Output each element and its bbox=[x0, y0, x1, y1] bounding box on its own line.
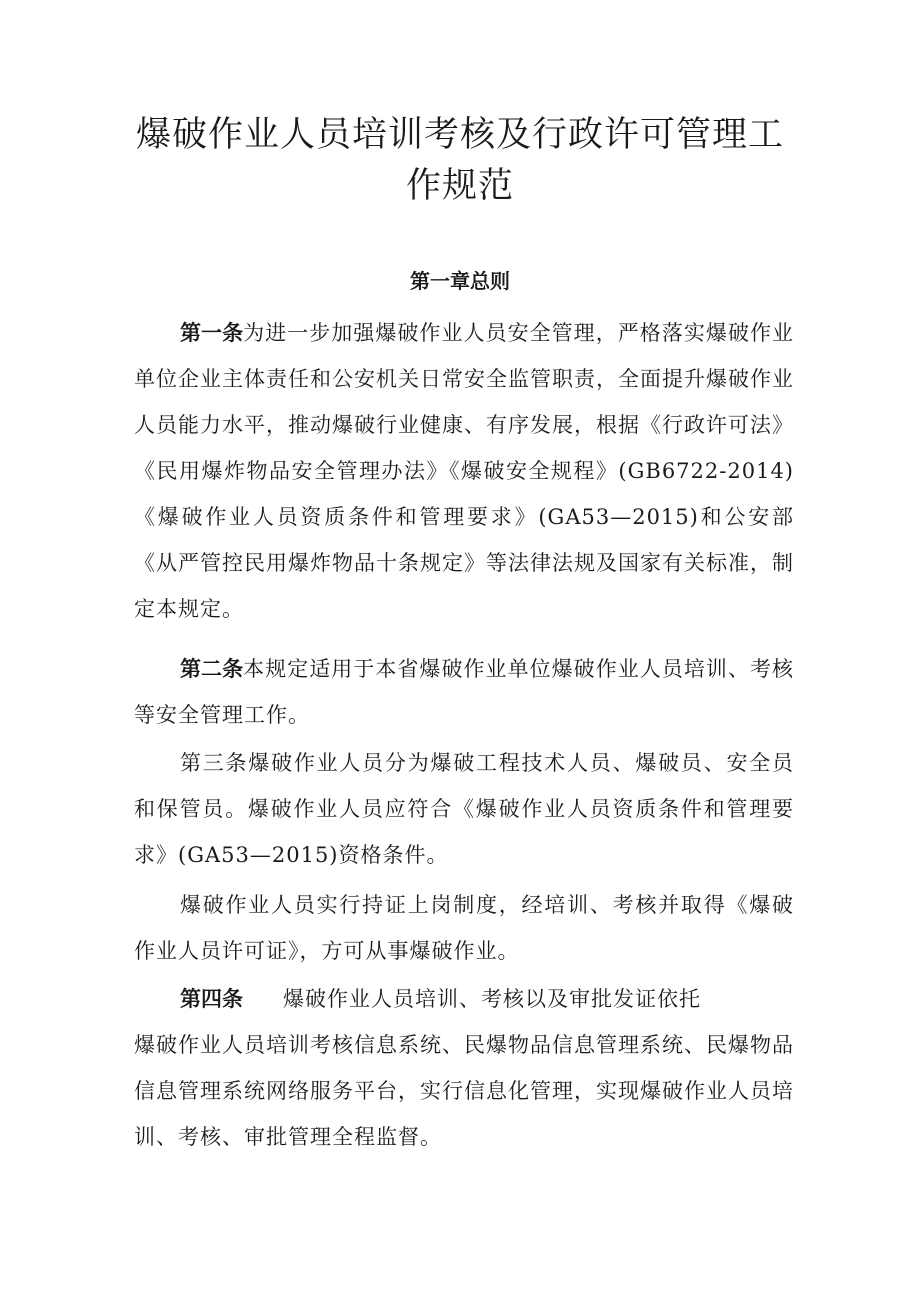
article-1-label: 第一条 bbox=[180, 321, 244, 345]
document-title bbox=[120, 110, 800, 212]
article-1 bbox=[134, 310, 794, 632]
article-3-text: 第三条爆破作业人员分为爆破工程技术人员、爆破员、安全员和保管员。爆破作业人员应符合《爆破作业人员资质条件和管理要求》(GA53—2015)资格条件。 bbox=[134, 751, 794, 867]
article-4-text-line1: 爆破作业人员培训、考核以及审批发证依托 bbox=[283, 987, 701, 1011]
article-3-extra-text: 爆破作业人员实行持证上岗制度，经培训、考核并取得《爆破作业人员许可证》，方可从事爆破作业。 bbox=[134, 893, 794, 963]
article-2-text: 本规定适用于本省爆破作业单位爆破作业人员培训、考核等安全管理工作。 bbox=[134, 657, 795, 727]
article-2 bbox=[134, 646, 794, 738]
article-4-label: 第四条 bbox=[180, 987, 243, 1011]
article-4-continued bbox=[134, 1022, 794, 1160]
article-1-text: 为进一步加强爆破作业人员安全管理，严格落实爆破作业单位企业主体责任和公安机关日常安全监管职责，全面提升爆破作业人员能力水平，推动爆破行业健康、有序发展，根据《行政许可法》《民用爆炸物品安全管理办法》《爆破安全规程》(GB6722-2014)《爆破作业人员资质条件和管理要求》(GA53—2015)和公安部《从严管控民用爆炸物品十条规定》等法律法规及国家有关标准，制定本规定。 bbox=[134, 321, 795, 621]
title-line-2: 作规范 bbox=[405, 166, 514, 206]
article-4-text-rest: 爆破作业人员培训考核信息系统、民爆物品信息管理系统、民爆物品信息管理系统网络服务平台，实行信息化管理，实现爆破作业人员培训、考核、审批管理全程监督。 bbox=[134, 1033, 794, 1149]
article-3-extra bbox=[134, 882, 794, 974]
article-2-label: 第二条 bbox=[180, 657, 244, 681]
article-3 bbox=[134, 740, 794, 878]
title-line-1: 爆破作业人员培训考核及行政许可管理工 bbox=[135, 115, 784, 155]
article-4 bbox=[134, 976, 794, 1022]
chapter-heading: 第一章总则 bbox=[410, 269, 510, 293]
